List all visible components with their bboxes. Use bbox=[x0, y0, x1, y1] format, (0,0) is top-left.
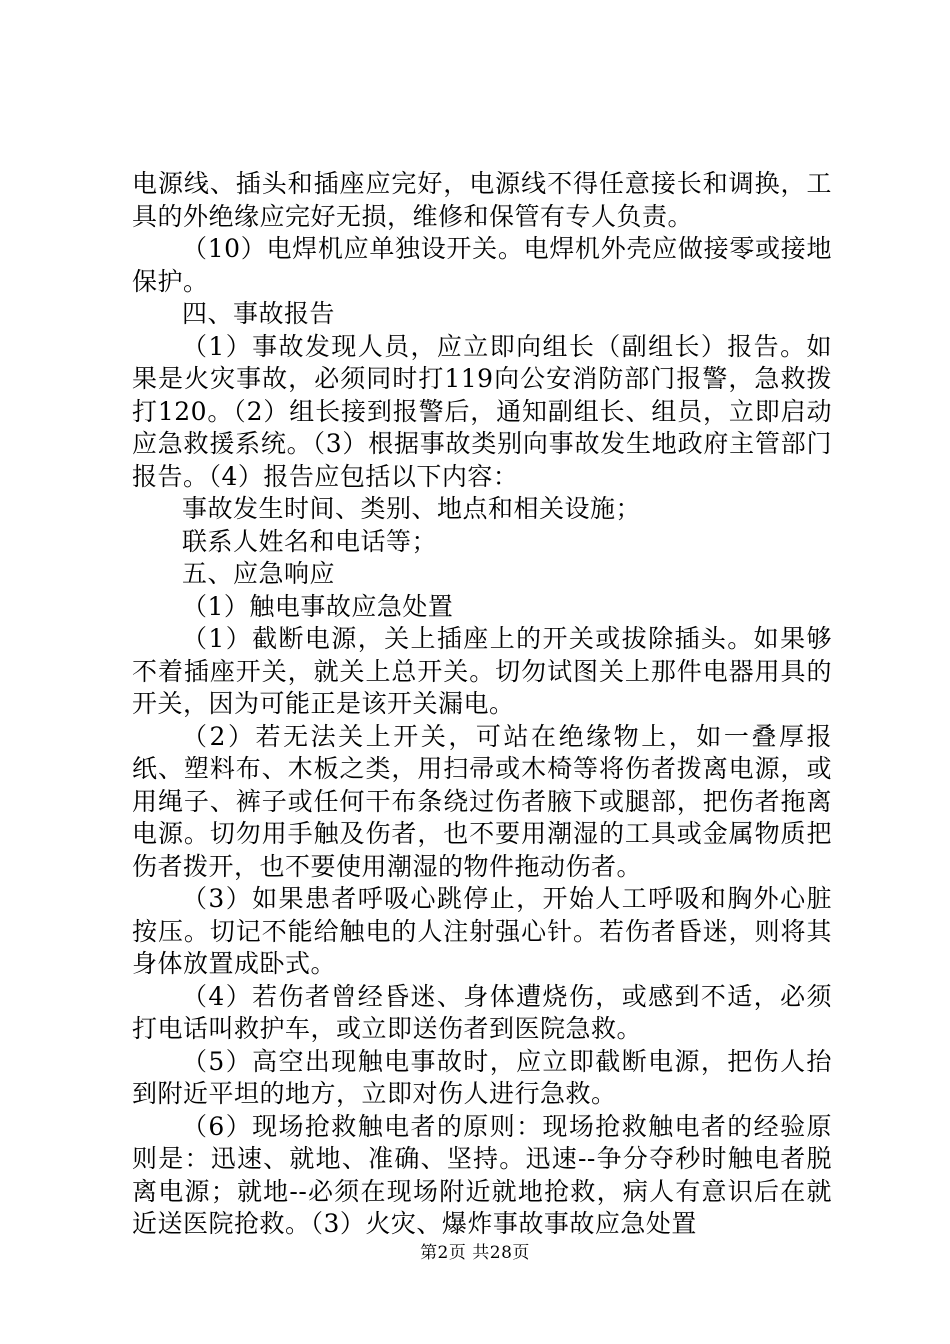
paragraph-4: （1）事故发现人员，应立即向组长（副组长）报告。如果是火灾事故，必须同时打119向公安消防部门报警，急救拨打120。（2）组长接到报警后，通知副组长、组员，立即启动应急救援系统。（3）根据事故类别向事故发生地政府主管部门报告。（4）报告应包括以下内容： bbox=[132, 331, 832, 491]
paragraph-9: （1）截断电源，关上插座上的开关或拔除插头。如果够不着插座开关，就关上总开关。切勿试图关上那件电器用具的开关，因为可能正是该开关漏电。 bbox=[132, 624, 832, 718]
section-heading-accident-report: 四、事故报告 bbox=[182, 299, 336, 328]
section-heading-emergency-response: 五、应急响应 bbox=[182, 559, 336, 588]
document-body bbox=[132, 168, 832, 1241]
paragraph-14: （6）现场抢救触电者的原则：现场抢救触电者的经验原则是：迅速、就地、准确、坚持。迅速--争分夺秒时触电者脱离电源；就地--必须在现场附近就地抢救，病人有意识后在就近送医院抢救。（3）火灾、爆炸事故事故应急处置 bbox=[132, 1111, 832, 1238]
paragraph-5: 事故发生时间、类别、地点和相关设施； bbox=[182, 494, 642, 523]
paragraph-2: （10）电焊机应单独设开关。电焊机外壳应做接零或接地保护。 bbox=[132, 234, 832, 296]
paragraph-10: （2）若无法关上开关，可站在绝缘物上，如一叠厚报纸、塑料布、木板之类，用扫帚或木椅等将伤者拨离电源，或用绳子、裤子或任何干布条绕过伤者腋下或腿部，把伤者拖离电源。切勿用手触及伤者，也不要用潮湿的工具或金属物质把伤者拨开，也不要使用潮湿的物件拖动伤者。 bbox=[132, 721, 832, 881]
paragraph-1: 电源线、插头和插座应完好，电源线不得任意接长和调换，工具的外绝缘应完好无损，维修和保管有专人负责。 bbox=[132, 169, 832, 231]
subheading-electric-shock: （1）触电事故应急处置 bbox=[182, 591, 454, 621]
paragraph-6: 联系人姓名和电话等； bbox=[182, 526, 438, 556]
paragraph-12: （4）若伤者曾经昏迷、身体遭烧伤，或感到不适，必须打电话叫救护车，或立即送伤者到医院急救。 bbox=[132, 981, 832, 1043]
page-number: 第2页 共28页 bbox=[420, 1243, 530, 1263]
paragraph-11: （3）如果患者呼吸心跳停止，开始人工呼吸和胸外心脏按压。切记不能给触电的人注射强心针。若伤者昏迷，则将其身体放置成卧式。 bbox=[132, 884, 832, 978]
paragraph-13: （5）高空出现触电事故时，应立即截断电源，把伤人抬到附近平坦的地方，立即对伤人进行急救。 bbox=[132, 1046, 832, 1108]
